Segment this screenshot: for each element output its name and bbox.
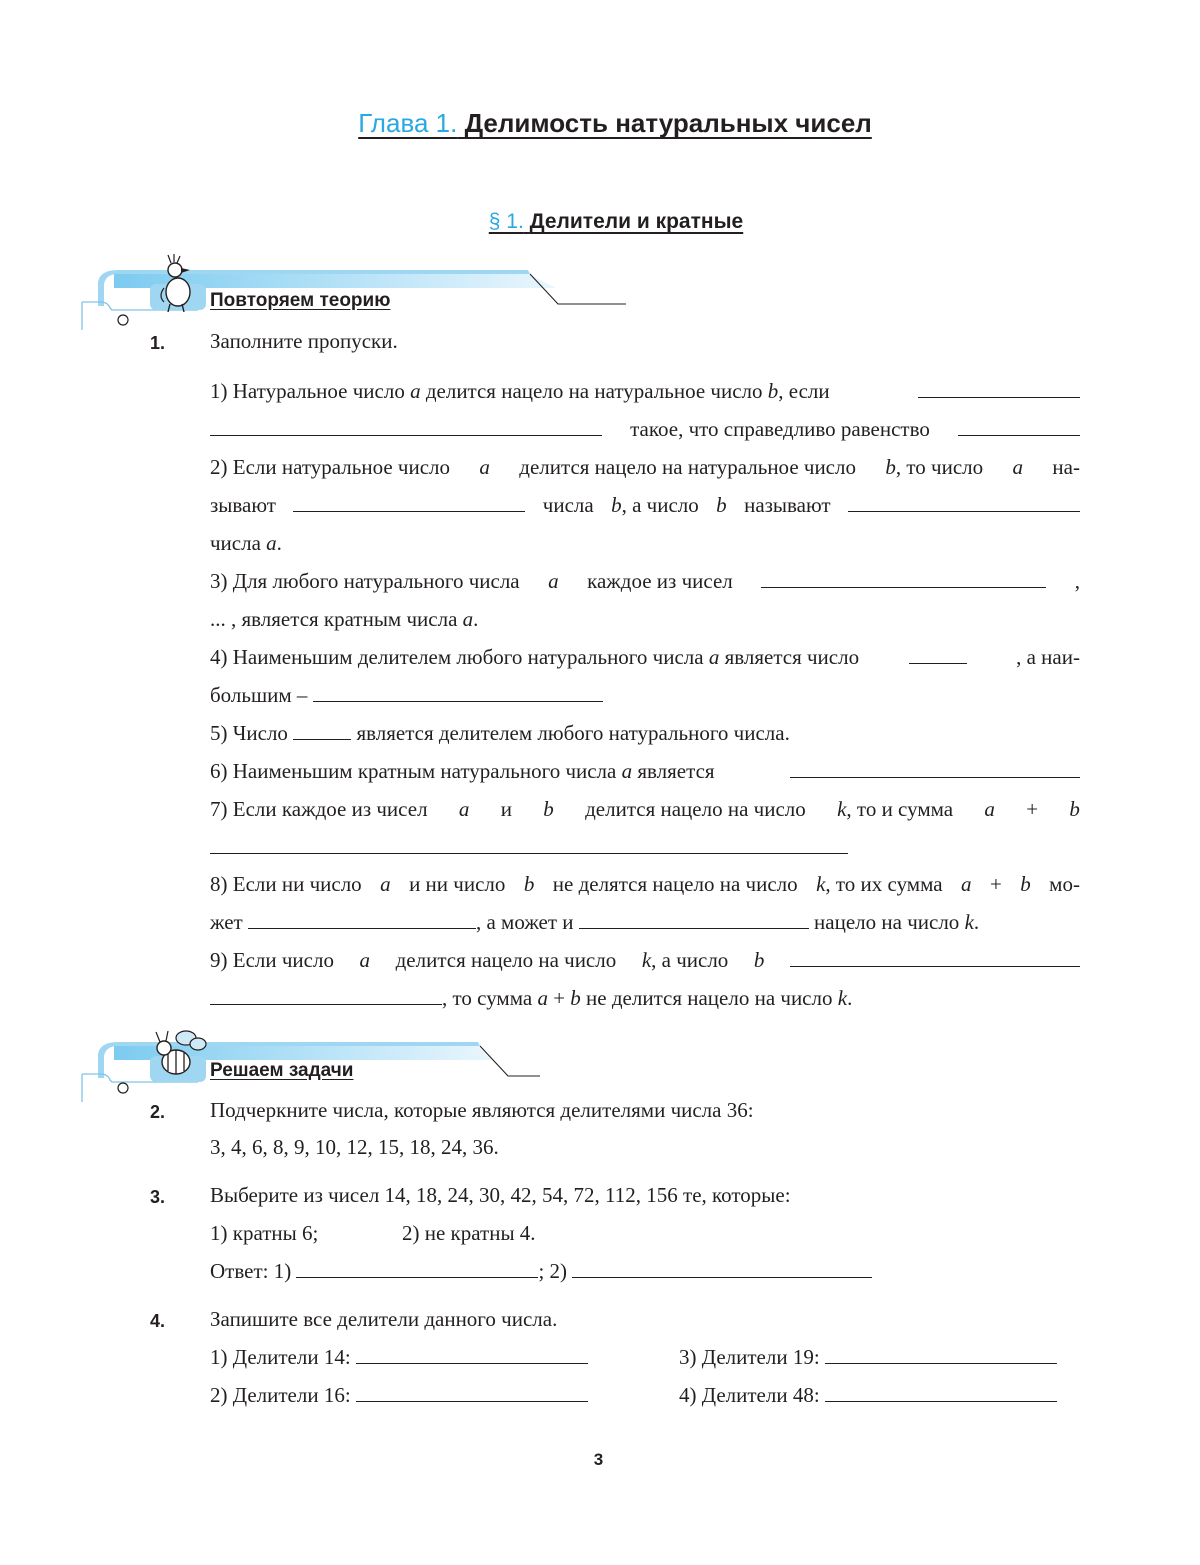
answer-blank[interactable] bbox=[848, 491, 1080, 512]
divisors-14: 1) Делители 14: bbox=[210, 1343, 588, 1371]
task1-line-1: 1) Натуральное число a делится нацело на натуральное число b, если bbox=[210, 377, 1080, 405]
task1-line-16: 9) Если число a делится нацело на число k, а число b bbox=[210, 946, 1080, 974]
answer-blank[interactable] bbox=[909, 643, 967, 664]
task1-line-12: 7) Если каждое из чисел a и b делится нацело на число k, то и сумма a + b bbox=[210, 797, 1080, 821]
task1-line-2: такое, что справедливо равенство bbox=[210, 415, 1080, 443]
task-number: 2. bbox=[150, 1102, 166, 1122]
answer-blank[interactable] bbox=[293, 491, 525, 512]
task1-line-8: 4) Наименьшим делителем любого натурального числа a является число , а наи- bbox=[210, 645, 1080, 669]
task1-line-5: числа a. bbox=[210, 531, 282, 555]
task1-line-6: 3) Для любого натурального числа a каждое из чисел , bbox=[210, 569, 1080, 593]
answer-blank[interactable] bbox=[761, 567, 1046, 588]
answer-blank[interactable] bbox=[210, 984, 442, 1005]
task1-line-10: 5) Число является делителем любого натурального числа. bbox=[210, 721, 790, 745]
task1-line-11: 6) Наименьшим кратным натурального числа a является bbox=[210, 757, 1080, 785]
task1-line-7: ... , является кратным числа a. bbox=[210, 607, 479, 631]
answer-blank[interactable] bbox=[790, 757, 1080, 778]
answer-blank[interactable] bbox=[825, 1343, 1057, 1364]
task1-line-9: большим – bbox=[210, 681, 603, 709]
section-heading bbox=[0, 210, 1200, 234]
answer-blank[interactable] bbox=[825, 1381, 1057, 1402]
banner-problems-title: Решаем задачи bbox=[210, 1060, 354, 1081]
section-label: § 1. bbox=[488, 210, 524, 233]
answer-blank[interactable] bbox=[918, 377, 1080, 398]
answer-blank[interactable] bbox=[356, 1381, 588, 1402]
answer-blank[interactable] bbox=[572, 1257, 872, 1278]
divisors-16: 2) Делители 16: bbox=[210, 1381, 588, 1409]
chapter-heading bbox=[0, 108, 1200, 139]
answer-blank[interactable] bbox=[958, 415, 1080, 436]
task-prompt: Выберите из чисел 14, 18, 24, 30, 42, 54, 72, 112, 156 те, которые: bbox=[210, 1183, 791, 1207]
task-prompt: Заполните пропуски. bbox=[210, 329, 398, 353]
section-title: Делители и кратные bbox=[529, 210, 744, 233]
chapter-label: Глава 1. bbox=[358, 108, 458, 138]
divisors-19: 3) Делители 19: bbox=[679, 1343, 1057, 1371]
banner-theory-title: Повторяем теорию bbox=[210, 290, 391, 311]
chapter-title: Делимость натуральных чисел bbox=[464, 108, 872, 138]
task-prompt: Запишите все делители данного числа. bbox=[210, 1307, 558, 1331]
task1-line-14: 8) Если ни число a и ни число b не делятся нацело на число k, то их сумма a + b мо- bbox=[210, 872, 1080, 896]
task-number: 1. bbox=[150, 333, 166, 353]
task-number: 3. bbox=[150, 1187, 166, 1207]
task2-numbers[interactable]: 3, 4, 6, 8, 9, 10, 12, 15, 18, 24, 36. bbox=[210, 1135, 499, 1159]
answer-blank[interactable] bbox=[210, 833, 848, 854]
task3-option-2: 2) не кратны 4. bbox=[402, 1221, 536, 1245]
task1-line-17: , то сумма a + b не делится нацело на число k. bbox=[210, 984, 852, 1012]
divisors-48: 4) Делители 48: bbox=[679, 1381, 1057, 1409]
task1-line-15: жет , а может и нацело на число k. bbox=[210, 910, 980, 934]
answer-blank[interactable] bbox=[248, 908, 476, 929]
task1-line-4: зывают числа b, а число b называют bbox=[210, 491, 1080, 519]
answer-blank[interactable] bbox=[356, 1343, 588, 1364]
answer-blank[interactable] bbox=[296, 1257, 538, 1278]
task-number: 4. bbox=[150, 1311, 166, 1331]
page-number: 3 bbox=[593, 1450, 604, 1469]
answer-blank[interactable] bbox=[313, 681, 603, 702]
task-prompt: Подчеркните числа, которые являются делителями числа 36: bbox=[210, 1098, 754, 1122]
task1-line-3: 2) Если натуральное число a делится нацело на натуральное число b, то число a на- bbox=[210, 455, 1080, 479]
task3-answer: Ответ: 1) ; 2) bbox=[210, 1257, 872, 1285]
task3-option-1: 1) кратны 6; bbox=[210, 1221, 319, 1245]
answer-blank[interactable] bbox=[293, 719, 351, 740]
answer-blank[interactable] bbox=[210, 415, 602, 436]
answer-blank[interactable] bbox=[579, 908, 809, 929]
task1-line-13 bbox=[210, 833, 848, 861]
answer-blank[interactable] bbox=[790, 946, 1080, 967]
